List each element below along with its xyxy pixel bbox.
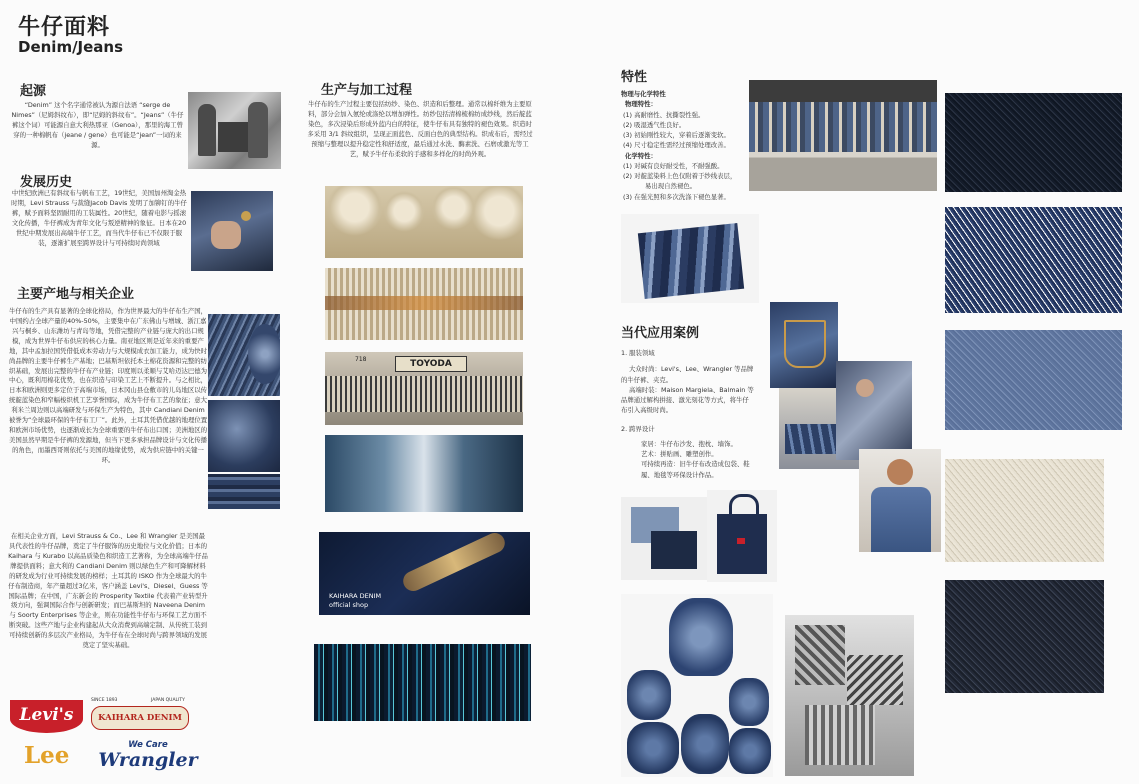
origin-historic-photo <box>188 92 281 169</box>
upcycled-pouch-photo <box>621 497 707 580</box>
case-fashion-line: 大众时尚：Levi's、Lee、Wrangler 等品牌 <box>629 365 754 374</box>
page-title: 牛仔面料 <box>18 15 111 40</box>
history-heading: 发展历史 <box>20 175 73 190</box>
features-heading: 特性 <box>621 70 648 85</box>
features-sub-physical: 物理特性： <box>625 100 657 109</box>
denim-collage-art-photo <box>785 615 914 776</box>
chemical-item: (1) 对碱有良好耐受性，不耐强酸。 <box>623 161 724 170</box>
features-block <box>621 89 751 202</box>
case-crossover-title: 2. 跨界设计 <box>621 424 655 433</box>
wrangler-logo <box>98 740 198 770</box>
cotton-bales-photo <box>325 186 523 258</box>
case-fashion-line: 品牌通过解构拼接、激光刻花等方式，将牛仔 <box>621 396 749 404</box>
kaihara-logo <box>91 698 191 734</box>
swatch-ecru-denim <box>945 459 1104 562</box>
physical-item: (1) 高耐磨性、抗撕裂性强。 <box>623 110 705 119</box>
chemical-item: (2) 对靛蓝染料上色仅附着于纱线表层， <box>623 172 737 180</box>
denim-warehouse-photo <box>749 80 937 191</box>
chemical-item: (3) 在强光照和多次洗涤下褪色显著。 <box>623 192 730 201</box>
spinning-mill-photo <box>325 268 523 340</box>
kaihara-shop-photo <box>319 532 530 615</box>
lee-logo: Lee <box>24 742 70 769</box>
swatch-charcoal-denim <box>945 580 1104 693</box>
kaihara-quality: JAPAN QUALITY <box>151 698 185 703</box>
physical-item: (2) 吸湿透气性良好。 <box>623 120 686 129</box>
case-fashion-line: 高端时装：Maison Margiela、Balmain 等 <box>629 385 754 394</box>
jeans-rivet-photo <box>191 191 273 271</box>
page-subtitle: Denim/Jeans <box>18 38 124 56</box>
companies-text: 在相关企业方面，Levi Strauss & Co.、Lee 和 Wrangler 是美国最具代表性的牛仔品牌，奠定了牛仔服饰的历史地位与文化价值；日本的 Kaihara 与 Kurabo 以高品质染色和织造工艺著称，为全球高端牛仔品牌提供面料；意大利的 Candiani Denim 则以绿色生产和可降解材料的研发成为行业可持续发展的榜样；土耳其的 ISKO 作为全球最大的牛仔布制造商，年产量超过3亿米，客户涵盖 Levi's、Diesel、Guess 等国际品牌；在中国，广东新会的 Prosperity Textile 代表着产业转型升级方向，强调国际合作与创新研发；而巴基斯坦的 Naveena Denim 与 Soorty Enterprises 等企业，则在功能性牛仔布与环保工艺方面不断突破。这些产地与企业构建起从大众消费到高端定制、从传统工装到可持续创新的多层次产业格局，为牛仔布在全球时尚与跨界领域的发展奠定了坚实基础。 <box>8 532 208 650</box>
case-crossover-line: 家居：牛仔布沙发、抱枕、墙饰。 <box>641 439 737 448</box>
toyoda-loom-photo <box>325 352 523 425</box>
swatch-twill-denim <box>945 207 1122 313</box>
denim-swatches-photo <box>621 214 759 303</box>
kaihara-logo-text: KAIHARA DENIM <box>98 713 182 723</box>
cases-block <box>621 348 761 480</box>
folded-denim-photo <box>208 400 280 472</box>
chemical-item: 易出现自然褪色。 <box>645 182 697 191</box>
swatch-black-denim <box>945 93 1122 192</box>
kaihara-since: SINCE 1893 <box>91 698 118 703</box>
features-sub-physchem: 物理与化学特性 <box>621 90 666 98</box>
jeans-back-pocket-photo <box>770 302 838 388</box>
case-fashion-title: 1. 服装领域 <box>621 349 655 357</box>
production-heading: 生产与加工过程 <box>321 83 413 98</box>
denim-roll-photo <box>208 314 280 396</box>
dyeing-process-photo <box>325 435 523 512</box>
shop-caption-sub: official shop <box>329 601 369 609</box>
history-text: 中世纪欧洲已有斜纹布与帆布工艺，19世纪，美国加州淘金热时期，Levi Strauss 与裁缝Jacob Davis 发明了加铆钉的牛仔裤，赋予面料坚固耐用的工装属性。20世纪，随着电影与摇滚文化传播，牛仔裤成为青年文化与叛逆精神的象征。日本在20世纪中期发展出高端牛仔工艺，而当代牛仔布已不仅限于服装，逐渐扩展至跨界设计与可持续时尚领域 <box>11 189 187 247</box>
production-text: 牛仔布的生产过程主要包括纺纱、染色、织造和后整理。通常以棉纤维为主要原料，部分会加入氨纶或涤纶以增加弹性。纺纱包括清棉梳棉纺成纱线，然后靛蓝染色，多次浸染后形成外蓝内白的特征，使牛仔布具有独特的褪色效果。织造时多采用 3/1 斜纹组织，呈现正面蓝色、反面白色的典型结构。织成布后，需经过预缩与整理以提升稳定性和舒适度，最后通过水洗、酶素洗、石磨或激光等工艺，赋予牛仔布柔软的手感和多样化的时尚外观。 <box>307 100 533 158</box>
indigo-threads-photo <box>314 644 531 721</box>
denim-jacket-model-photo <box>859 449 941 552</box>
swatch-light-denim <box>945 330 1122 430</box>
loom-number: 718 <box>355 356 367 363</box>
case-fashion-line: 的牛仔裤、夹克。 <box>621 375 673 384</box>
physical-item: (3) 初始刚性较大，穿着后逐渐变软。 <box>623 131 730 139</box>
physical-item: (4) 尺寸稳定性需经过预缩处理改善。 <box>623 141 730 150</box>
levis-logo-text: Levi's <box>19 705 74 725</box>
loom-brand-plate: TOYODA <box>395 356 467 372</box>
denim-sculpture-photo <box>621 594 773 777</box>
levis-logo <box>10 700 83 733</box>
regions-heading: 主要产地与相关企业 <box>17 287 135 302</box>
denim-tote-bag-photo <box>707 490 777 582</box>
case-crossover-line: 艺术：拼贴画、雕塑创作。 <box>641 450 718 458</box>
case-fashion-line: 布引入高级时尚。 <box>621 406 673 415</box>
denim-artisans-photo <box>836 361 912 460</box>
regions-text: 牛仔布的生产具有显著的全球化格局，作为世界最大的牛仔布生产国，中国约占全球产量的40%-50%，主要集中在广东佛山与增城、浙江嘉兴与桐乡、山东潍坊与青岛等地，凭借完整的产业链与庞大的出口规模，成为世界牛仔布供应的核心力量。南亚地区则是近年来的重要产地，其中孟加拉国凭借低成本劳动力与大规模成衣加工能力，成为快时尚品牌的主要牛仔裤生产基地；巴基斯坦依托本土棉花资源和完整的纺织基础，发展出完整的牛仔布产业链；印度则以柔顺与艾哈迈达巴德为中心，既利用棉花优势，也在织造与印染工艺上不断提升。与之相比，日本和欧洲则更多定位于高端市场，日本冈山县仓敷市的儿岛地区以传统靛蓝染色和窄幅梭织机工艺享誉国际，成为牛仔布工艺的象征；意大利米兰周边则以高端研发与环保生产为特色，其中 Candiani Denim 被誉为“全球最环保的牛仔布工厂”。此外，土耳其凭借优越的地理位置和欧洲市场优势，也逐渐成长为全球重要的牛仔布出口国；美洲地区的美国虽然早期是牛仔裤的发源地，但当下更多承担品牌设计与文化传播的角色，而墨西哥则依托与美国的地缘优势，成为供应链中的关键一环。 <box>8 307 208 464</box>
wrangler-logo-text: Wrangler <box>98 749 198 771</box>
origin-text: “Denim” 这个名字通常被认为源自法语 “serge de Nimes”（尼姆斜纹布），即“尼姆的斜纹布”。“Jeans”（牛仔裤这个词）可能源自意大利热那亚（Genoa），那里的海工曾穿的一种棉帆布（jeane / gene）也可能是“jean”一词的来源。 <box>11 101 184 149</box>
case-crossover-line: 履、地毯等环保设计作品。 <box>641 470 718 479</box>
features-sub-chemical: 化学特性： <box>625 151 657 160</box>
origin-heading: 起源 <box>20 84 47 99</box>
shop-caption-brand: KAIHARA DENIM <box>329 592 382 600</box>
denim-stack-photo <box>208 474 280 509</box>
case-crossover-line: 可持续再造：旧牛仔布改造成包袋、鞋 <box>641 460 750 469</box>
cases-heading: 当代应用案例 <box>621 326 700 341</box>
wrangler-wecare: We Care <box>128 740 168 750</box>
